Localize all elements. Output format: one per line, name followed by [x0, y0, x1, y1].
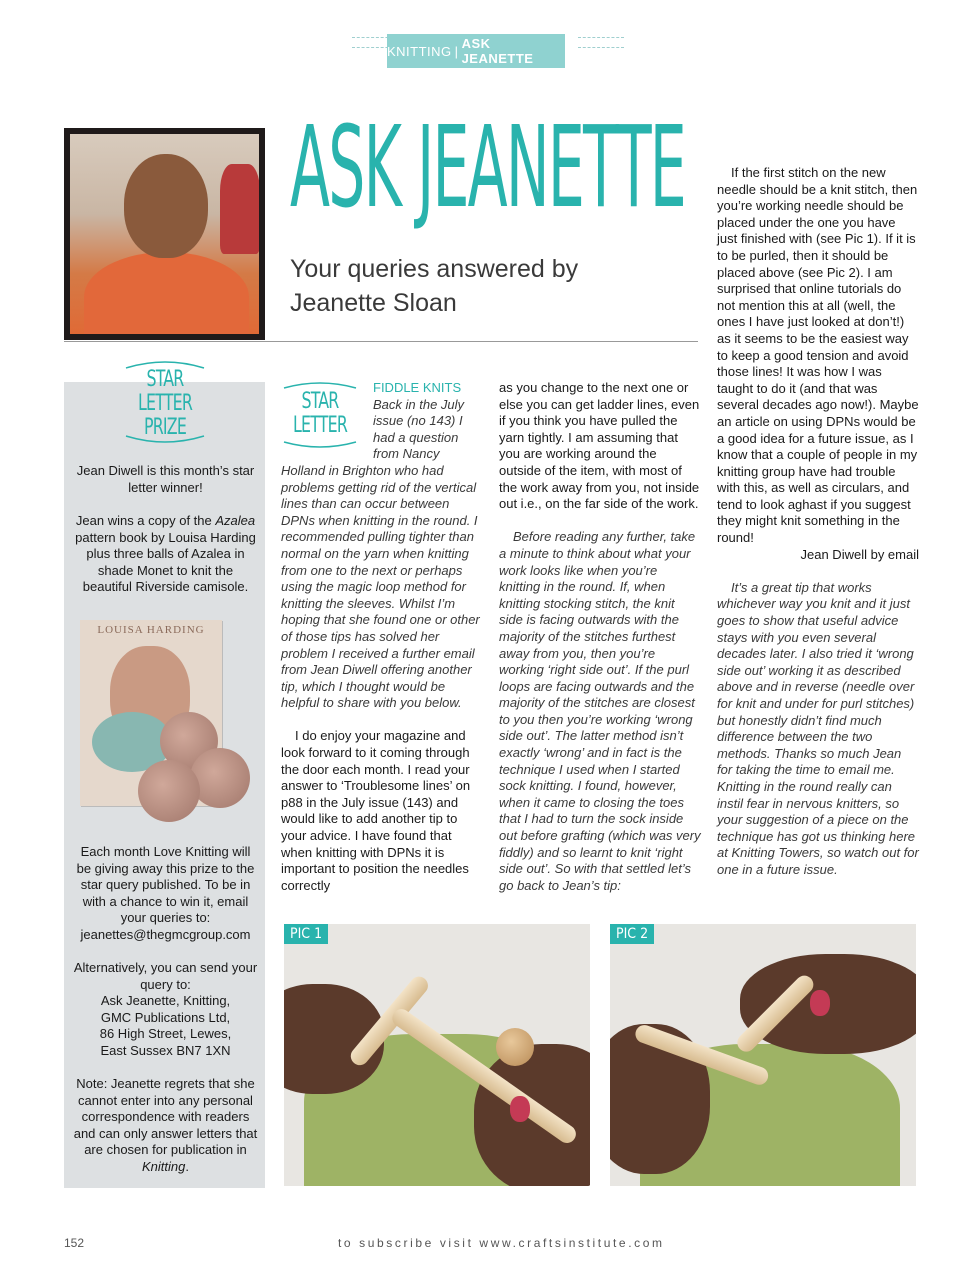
star-letter-prize-badge	[122, 356, 208, 446]
prize-description: Jean wins a copy of the Azalea pattern book by Louisa Harding plus three balls of Azalea in shade Monet to knit the beautiful Riverside camisole.	[75, 513, 256, 594]
note-label: Note:	[76, 1076, 108, 1091]
pic-2-label: PIC 2	[610, 924, 654, 944]
page-number: 152	[64, 1236, 85, 1250]
winner-name: Jean Diwell	[76, 463, 144, 478]
winner-announcement: Jean Diwell is this month’s star letter winner!	[76, 463, 255, 495]
fingernail	[510, 1096, 530, 1122]
title-divider	[64, 341, 698, 342]
book-cover-title: LOUISA HARDING	[97, 624, 205, 636]
page-subtitle: Your queries answered by Jeanette Sloan	[290, 255, 579, 317]
sidebar-note: Note: Jeanette regrets that she cannot enter into any personal correspondence with readers and can only answer letters that are chosen for publication in Knitting.	[73, 1076, 258, 1174]
star-badge-line-1: STAR	[301, 389, 339, 414]
address-line-2: GMC Publications Ltd,	[100, 1009, 231, 1025]
contact-email[interactable]: jeanettes@thegmcgroup.com	[80, 926, 251, 942]
badge-line-2: LETTER	[137, 391, 193, 416]
letter-part-2: as you change to the next one or else you can get ladder lines, even if you think you have pulled the yarn tightly. I am assuming that you are working around the outside of the item, with most of the work away from you, not inside out i.e., on the far side of the work.	[499, 380, 700, 512]
letter-part-3: If the first stitch on the new needle should be a knit stitch, then you’re working needle should be placed under the one you have just finished with (see Pic 1). If it is to be purled, then it should be placed above (see Pic 2). I am surprised that online tutorials do not mention this at all (well, the ones I have just looked at don’t!) as it seems to be the easiest way to keep a good tension and avoid those lines! It was how I was taught to do it (and that was several decades ago now!). Maybe an article on using DPNs would be a good idea for a future issue, as I know that a couple of people in my knitting group have had trouble with this, as well as circulars, and tend to look aghast if you suggest they might knit something in the round!	[717, 165, 919, 546]
section-label: KNITTING	[387, 43, 452, 59]
portrait-face	[124, 154, 208, 258]
address-line-1: Ask Jeanette, Knitting,	[100, 993, 231, 1008]
address-line-3: 86 High Street, Lewes,	[99, 1026, 232, 1041]
article-intro: Back in the July issue (no 143) I had a question from Nancy Holland in Brighton who had problems getting rid of the vertical lines than can occur between DPNs when knitting in the round. I recommended pulling tighter than normal on the yarn when knitting from one to the next or perhaps using the magic loop method for knitting the sleeves. Whilst I’m hoping that she found one or other of those tips has solved her problem I received a further email from Jean Diwell offering another tip, which I thought would be helpful to share with you below.	[281, 396, 480, 711]
article-column-1	[281, 380, 483, 894]
answer-part-2: It’s a great tip that works whichever way you knit and it just goes to show that useful advice stays with you even several decades later. I also tried it ‘wrong side out’ working it as described above and in reverse (needle over for knit and under for purl stitches) but honestly didn’t find much difference between the two methods. Thanks so much Jean for taking the time to email me. Knitting in the round really can instil fear in nervous knitters, so your suggestion of a piece on the technique has got us thinking here at Knitting Towers, so watch out for one in a future issue.	[717, 579, 919, 877]
answer-part-1: Before reading any further, take a minute to think about what your work looks like when you’re knitting in the round. If, when knitting stocking stitch, the knit side is facing outwards with the majority of the stitches furthest away from you, then you’re working ‘right side out’. If the purl loops are facing outwards and the majority of the stitches are closest to you then you’re working ‘wrong side out’. The latter method isn’t exactly ‘wrong’ and in fact is the technique I used when I started sock knitting. I found, however, when it came to closing the toes that I had to turn the sock inside out before grafting (which was very fiddly) and so learnt to knit ‘right side out’. So with that settled let’s go back to Jean’s tip:	[499, 529, 701, 893]
postal-info: Alternatively, you can send your query to: Ask Jeanette, Knitting, GMC Publications Ltd, 86 High Street, Lewes, East Sussex BN7 1XN	[73, 960, 258, 1058]
knitting-photo-2	[610, 924, 916, 1186]
address-line-4: East Sussex BN7 1XN	[100, 1042, 231, 1058]
section-tab	[387, 34, 565, 68]
article-column-3	[717, 165, 919, 879]
knitting-photo-1	[284, 924, 590, 1186]
column-label: ASK JEANETTE	[461, 36, 534, 66]
page-title: ASK JEANETTE	[290, 103, 685, 233]
pic-1-label: PIC 1	[284, 924, 328, 944]
prize-info: Each month Love Knitting will be giving away this prize to the star query published. To be in with a chance to win it, email your queries to: jeanettes@thegmcgroup.com	[76, 844, 255, 942]
portrait-shoulders	[84, 252, 249, 334]
yarn-ball-3	[138, 760, 200, 822]
article-column-2	[499, 380, 701, 894]
needle-stopper	[496, 1028, 534, 1066]
star-badge-line-2: LETTER	[292, 413, 348, 438]
section-separator: |	[454, 43, 459, 59]
badge-line-1: STAR	[146, 367, 184, 392]
article-heading: FIDDLE KNITS	[373, 380, 462, 395]
footer-subscribe[interactable]: to subscribe visit www.craftsinstitute.com	[338, 1236, 665, 1250]
header-rule-right	[578, 37, 624, 38]
badge-line-3: PRIZE	[143, 415, 187, 440]
prize-winner-name: Jean	[75, 513, 105, 528]
mannequin-shape	[220, 164, 259, 254]
fingernail	[810, 990, 830, 1016]
header-rule-right-lower	[578, 47, 624, 48]
yarn-ball-2	[190, 748, 250, 808]
letter-part-1: I do enjoy your magazine and look forward to it coming through the door each month. I read your answer to ‘Troublesome lines’ on p88 in the July issue (143) and would like to add another tip to your advice. I have found that when knitting with DPNs it is important to position the needles correctly	[281, 728, 471, 893]
letter-signoff: Jean Diwell by email	[800, 546, 919, 562]
prize-book-title: Azalea	[215, 513, 256, 528]
author-portrait	[64, 128, 265, 340]
